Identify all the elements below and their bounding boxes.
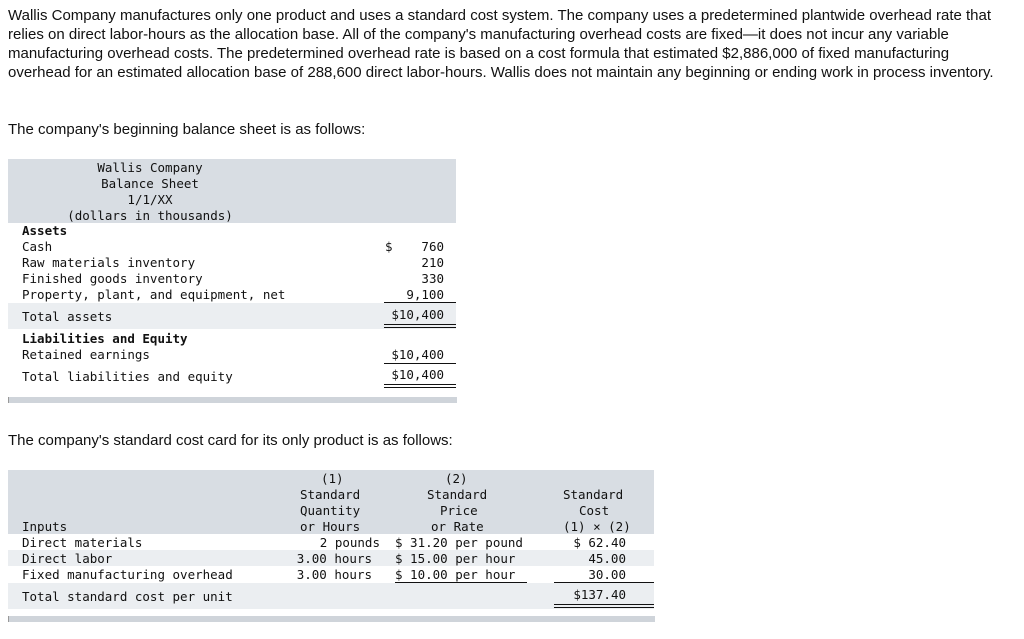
total-le-label: Total liabilities and equity bbox=[22, 369, 233, 384]
retained-earnings-label: Retained earnings bbox=[22, 347, 150, 362]
row-label-direct-labor: Direct labor bbox=[22, 551, 113, 566]
liabilities-equity-heading: Liabilities and Equity bbox=[22, 331, 188, 346]
row-label-direct-materials: Direct materials bbox=[22, 535, 143, 550]
assets-heading: Assets bbox=[22, 223, 68, 238]
balance-sheet-intro: The company's beginning balance sheet is as follows: bbox=[8, 121, 366, 138]
row-cost-direct-materials: $ 62.40 bbox=[573, 535, 626, 550]
col1-header-line2: Quantity bbox=[300, 503, 361, 518]
retained-earnings-value: $10,400 bbox=[391, 347, 444, 362]
col2-header-line3: or Rate bbox=[431, 519, 484, 534]
total-standard-cost-label: Total standard cost per unit bbox=[22, 589, 233, 604]
statement-name: Balance Sheet bbox=[101, 176, 199, 191]
finished-goods-value: 330 bbox=[421, 271, 444, 286]
row-rate-fixed-overhead: $ 10.00 per hour bbox=[395, 567, 516, 582]
cost-card-footer-bar bbox=[8, 616, 655, 622]
col3-header-line2: Cost bbox=[579, 503, 610, 518]
row-qty-direct-labor: 3.00 hours bbox=[296, 551, 372, 566]
cash-value: 760 bbox=[421, 239, 444, 254]
balance-sheet-footer-bar bbox=[8, 397, 457, 403]
standard-cost-card-table bbox=[8, 470, 654, 628]
col3-header-line3: (1) × (2) bbox=[563, 519, 631, 534]
total-assets-double-underline-1 bbox=[384, 324, 456, 325]
row-rate-direct-materials: $ 31.20 per pound bbox=[395, 535, 523, 550]
raw-materials-label: Raw materials inventory bbox=[22, 255, 196, 270]
row-cost-fixed-overhead: 30.00 bbox=[588, 567, 626, 582]
col2-header-line2: Price bbox=[440, 503, 478, 518]
row-qty-fixed-overhead: 3.00 hours bbox=[296, 567, 372, 582]
finished-goods-label: Finished goods inventory bbox=[22, 271, 203, 286]
row-label-fixed-overhead: Fixed manufacturing overhead bbox=[22, 567, 233, 582]
cash-label: Cash bbox=[22, 239, 53, 254]
row-rate-direct-labor: $ 15.00 per hour bbox=[395, 551, 516, 566]
col1-header-number: (1) bbox=[321, 471, 344, 486]
row-cost-direct-labor: 45.00 bbox=[588, 551, 626, 566]
total-double-underline-1 bbox=[554, 604, 654, 605]
total-assets-label: Total assets bbox=[22, 309, 113, 324]
balance-sheet-header bbox=[8, 159, 456, 223]
total-le-double-underline-1 bbox=[384, 384, 456, 385]
col3-header-line1: Standard bbox=[563, 487, 624, 502]
row-qty-direct-materials: 2 pounds bbox=[319, 535, 380, 550]
statement-date: 1/1/XX bbox=[127, 192, 173, 207]
total-assets-value: $10,400 bbox=[391, 307, 444, 322]
col1-header-line1: Standard bbox=[300, 487, 361, 502]
col1-header-line3: or Hours bbox=[300, 519, 361, 534]
balance-sheet-table bbox=[8, 159, 456, 404]
total-double-underline-2 bbox=[554, 607, 654, 608]
raw-materials-value: 210 bbox=[421, 255, 444, 270]
col2-header-number: (2) bbox=[445, 471, 468, 486]
total-assets-double-underline-2 bbox=[384, 327, 456, 328]
retained-earnings-underline bbox=[384, 363, 456, 364]
statement-units: (dollars in thousands) bbox=[67, 208, 233, 223]
intro-paragraph: Wallis Company manufactures only one product and uses a standard cost system. The company uses a predetermined plantwide overhead rate that relies on direct labor-hours as the allocation base. All of the company's manufacturing overhead costs are fixed—it does not incur any variable manufacturing overhead costs. The predetermined overhead rate is based on a cost formula that estimated $2,886,000 of fixed manufacturing overhead for an estimated allocation base of 288,600 direct labor-hours. Wallis does not maintain any beginning or ending work in process inventory. bbox=[8, 7, 994, 81]
col2-header-line1: Standard bbox=[427, 487, 488, 502]
ppe-label: Property, plant, and equipment, net bbox=[22, 287, 286, 302]
total-standard-cost-value: $137.40 bbox=[573, 587, 626, 602]
total-le-double-underline-2 bbox=[384, 387, 456, 388]
problem-statement bbox=[8, 6, 1013, 82]
inputs-label: Inputs bbox=[22, 519, 68, 534]
ppe-value: 9,100 bbox=[406, 287, 444, 302]
cash-dollar-sign: $ bbox=[385, 239, 393, 254]
company-name: Wallis Company bbox=[97, 160, 203, 175]
total-le-value: $10,400 bbox=[391, 367, 444, 382]
cost-card-intro: The company's standard cost card for its only product is as follows: bbox=[8, 432, 453, 449]
